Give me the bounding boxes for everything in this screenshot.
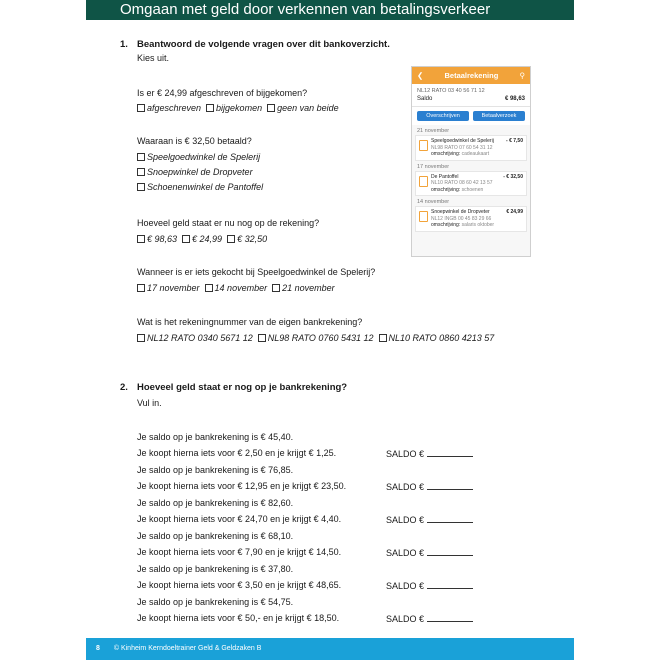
option[interactable]: € 24,99	[182, 234, 222, 244]
transaction-iban: NL10 RATO 08 60 42 13 57	[431, 180, 493, 186]
option[interactable]: € 98,63	[137, 234, 177, 244]
transaction-description: schoenen	[461, 186, 484, 193]
transaction-item[interactable]	[415, 171, 527, 197]
question-2-number: 2.	[120, 382, 128, 393]
purchase-statement: Je koopt hierna iets voor € 3,50 en je krijgt € 48,65.	[137, 580, 342, 590]
question-1a-text: Is er € 24,99 afgeschreven of bijgekomen?	[137, 88, 308, 98]
checkbox[interactable]	[258, 334, 266, 342]
option[interactable]: 17 november	[137, 283, 200, 293]
bank-header	[412, 67, 530, 84]
transaction-amount: € 24,99	[506, 209, 523, 215]
transaction-name: Speelgoedwinkel de Spelerij	[431, 138, 494, 144]
saldo-statement: Je saldo op je bankrekening is € 82,60.	[137, 498, 294, 508]
saldo-statement: Je saldo op je bankrekening is € 45,40.	[137, 432, 294, 442]
page-footer	[86, 638, 574, 660]
option[interactable]: NL98 RATO 0760 5431 12	[258, 333, 374, 343]
transfer-button[interactable]: Overschrijven	[417, 111, 469, 121]
option[interactable]: € 32,50	[227, 234, 267, 244]
option[interactable]: Speelgoedwinkel de Spelerij	[137, 152, 263, 162]
purchase-statement: Je koopt hierna iets voor € 2,50 en je krijgt € 1,25.	[137, 448, 337, 458]
option[interactable]: NL10 RATO 0860 4213 57	[379, 333, 495, 343]
transaction-item[interactable]	[415, 135, 527, 161]
description-label: omschrijving:	[431, 222, 461, 228]
saldo-statement: Je saldo op je bankrekening is € 76,85.	[137, 465, 294, 475]
checkbox[interactable]	[206, 104, 214, 112]
option[interactable]: Schoenenwinkel de Pantoffel	[137, 182, 263, 192]
saldo-statement: Je saldo op je bankrekening is € 54,75.	[137, 597, 294, 607]
bank-actions	[412, 107, 530, 125]
option[interactable]: afgeschreven	[137, 103, 201, 113]
saldo-label: Saldo	[417, 96, 433, 102]
page-number: 8	[96, 645, 100, 652]
option[interactable]: 21 november	[272, 283, 335, 293]
answer-field[interactable]	[427, 580, 473, 589]
saldo-statement: Je saldo op je bankrekening is € 68,10.	[137, 531, 294, 541]
option[interactable]: bijgekomen	[206, 103, 262, 113]
transaction-description: salaris oktober	[461, 222, 495, 228]
saldo-answer: SALDO €	[386, 448, 473, 459]
saldo-answer: SALDO €	[386, 547, 473, 558]
checkbox[interactable]	[137, 153, 145, 161]
transaction-iban: NL12 INGB 00 45 83 29 66	[431, 215, 492, 222]
purchase-statement: Je koopt hierna iets voor € 24,70 en je krijgt € 4,40.	[137, 514, 342, 524]
footer-credit: © Kinheim Kerndoeltrainer Geld & Geldzaken B	[113, 645, 262, 652]
account-summary	[412, 84, 530, 107]
checkbox[interactable]	[137, 334, 145, 342]
option[interactable]: 14 november	[205, 283, 268, 293]
receipt-icon	[419, 211, 428, 222]
transaction-date: 14 november	[417, 199, 450, 205]
answer-field[interactable]	[427, 613, 473, 622]
bank-title: Betaalrekening	[444, 71, 499, 80]
saldo-value: € 98,63	[504, 96, 525, 102]
transaction-item[interactable]	[415, 206, 527, 232]
question-2-instruction: Vul in.	[137, 398, 162, 408]
checkbox[interactable]	[267, 104, 275, 112]
question-1d-text: Wanneer is er iets gekocht bij Speelgoedwinkel de Spelerij?	[137, 267, 376, 277]
saldo-answer: SALDO €	[386, 481, 473, 492]
saldo-answer: SALDO €	[386, 580, 473, 591]
question-1e-text: Wat is het rekeningnummer van de eigen bankrekening?	[137, 317, 363, 327]
answer-field[interactable]	[427, 547, 473, 556]
transaction-name: Snoepwinkel de Dropveter	[431, 209, 490, 215]
transaction-date: 21 november	[417, 128, 450, 134]
checkbox[interactable]	[137, 235, 145, 243]
checkbox[interactable]	[227, 235, 235, 243]
question-2-title: Hoeveel geld staat er nog op je bankrekening?	[137, 382, 348, 393]
purchase-statement: Je koopt hierna iets voor € 7,90 en je krijgt € 14,50.	[137, 547, 342, 557]
checkbox[interactable]	[272, 284, 280, 292]
worksheet-page	[86, 0, 574, 660]
checkbox[interactable]	[137, 168, 145, 176]
account-number: NL12 RATO 03 40 56 71 12	[417, 88, 485, 94]
payment-request-button[interactable]: Betaalverzoek	[473, 111, 525, 121]
question-1b-options	[137, 152, 263, 192]
transaction-amount: - € 32,50	[503, 173, 523, 180]
purchase-statement: Je koopt hierna iets voor € 50,- en je krijgt € 18,50.	[137, 613, 340, 623]
checkbox[interactable]	[137, 183, 145, 191]
saldo-answer: SALDO €	[386, 613, 473, 624]
checkbox[interactable]	[137, 284, 145, 292]
checkbox[interactable]	[137, 104, 145, 112]
question-1c-text: Hoeveel geld staat er nu nog op de rekening?	[137, 218, 320, 228]
question-1d-options	[137, 283, 335, 293]
checkbox[interactable]	[379, 334, 387, 342]
question-1e-options	[137, 333, 494, 343]
receipt-icon	[419, 140, 428, 151]
page-title: Omgaan met geld door verkennen van betalingsverkeer	[86, 0, 574, 20]
description-label: omschrijving:	[431, 151, 461, 157]
option[interactable]: geen van beide	[267, 103, 339, 113]
transaction-iban: NL98 RATO 07 60 54 31 12	[431, 144, 493, 151]
option[interactable]: Snoepwinkel de Dropveter	[137, 167, 263, 177]
answer-field[interactable]	[427, 514, 473, 523]
receipt-icon	[419, 176, 428, 187]
saldo-statement: Je saldo op je bankrekening is € 37,80.	[137, 564, 294, 574]
saldo-answer: SALDO €	[386, 514, 473, 525]
question-1-title: Beantwoord de volgende vragen over dit bankoverzicht.	[137, 39, 390, 50]
answer-field[interactable]	[427, 481, 473, 490]
transaction-amount: - € 7,50	[506, 138, 523, 144]
question-1-instruction: Kies uit.	[137, 53, 170, 63]
question-1b-text: Waaraan is € 32,50 betaald?	[137, 136, 252, 146]
bank-overview	[411, 66, 531, 257]
question-1c-options	[137, 234, 267, 244]
transaction-date: 17 november	[417, 163, 450, 170]
search-icon[interactable]: ⚲	[519, 71, 525, 80]
transaction-description: cadeaukaart	[461, 151, 490, 157]
option[interactable]: NL12 RATO 0340 5671 12	[137, 333, 253, 343]
purchase-statement: Je koopt hierna iets voor € 12,95 en je krijgt € 23,50.	[137, 481, 347, 491]
chevron-left-icon[interactable]: ❮	[417, 71, 424, 80]
checkbox[interactable]	[205, 284, 213, 292]
answer-field[interactable]	[427, 448, 473, 457]
transaction-name: De Pantoffel	[431, 173, 459, 180]
question-1a-options	[137, 103, 339, 113]
checkbox[interactable]	[182, 235, 190, 243]
description-label: omschrijving:	[431, 186, 461, 193]
question-1-number: 1.	[120, 39, 128, 50]
